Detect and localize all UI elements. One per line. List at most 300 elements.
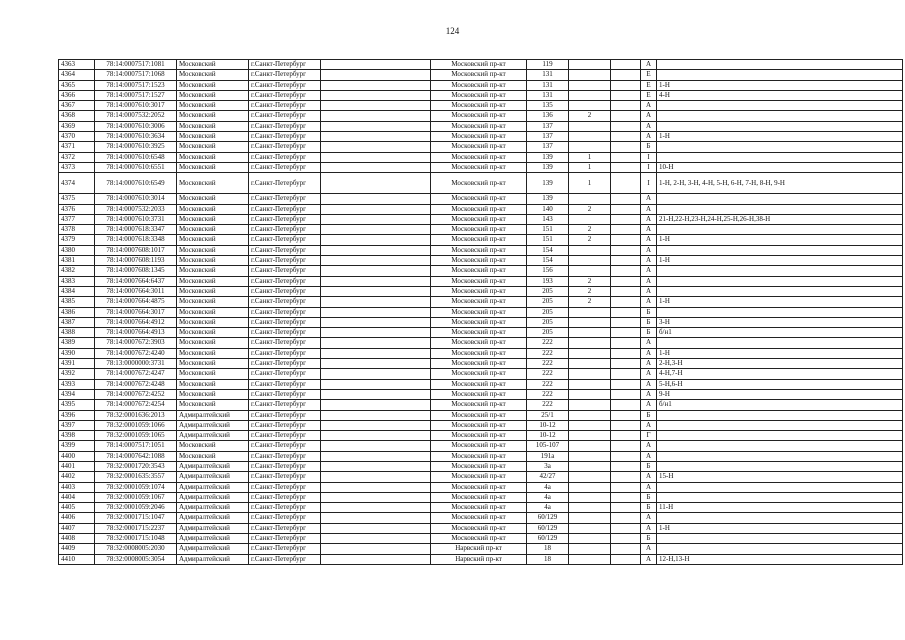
letter-cell: А	[641, 441, 657, 451]
row-number-cell: 4400	[59, 451, 95, 461]
empty-cell	[321, 338, 431, 348]
city-cell: г.Санкт-Петербург	[249, 80, 321, 90]
row-number-cell: 4368	[59, 111, 95, 121]
corpus-cell	[569, 80, 611, 90]
premises-cell	[657, 544, 903, 554]
empty-cell	[321, 111, 431, 121]
premises-cell	[657, 225, 903, 235]
row-number-cell: 4364	[59, 70, 95, 80]
premises-cell: б/н1	[657, 400, 903, 410]
table-row	[59, 307, 903, 317]
house-cell: 143	[527, 214, 569, 224]
street-cell: Московский пр-кт	[431, 204, 527, 214]
empty-cell	[321, 482, 431, 492]
corpus-cell	[569, 451, 611, 461]
corpus-cell: 1	[569, 162, 611, 172]
premises-cell: 11-Н	[657, 503, 903, 513]
building-cell	[611, 152, 641, 162]
district-cell: Московский	[177, 111, 249, 121]
cadastral-number-cell: 78:14:0007664:3011	[95, 286, 177, 296]
empty-cell	[321, 503, 431, 513]
street-cell: Московский пр-кт	[431, 431, 527, 441]
letter-cell: А	[641, 194, 657, 204]
premises-cell	[657, 276, 903, 286]
house-cell: 222	[527, 379, 569, 389]
table-row	[59, 410, 903, 420]
row-number-cell: 4376	[59, 204, 95, 214]
building-cell	[611, 90, 641, 100]
letter-cell: А	[641, 225, 657, 235]
building-cell	[611, 431, 641, 441]
district-cell: Адмиралтейский	[177, 461, 249, 471]
premises-cell	[657, 338, 903, 348]
corpus-cell	[569, 70, 611, 80]
cadastral-number-cell: 78:32:0001059:1066	[95, 420, 177, 430]
street-cell: Московский пр-кт	[431, 194, 527, 204]
letter-cell: А	[641, 369, 657, 379]
row-number-cell: 4403	[59, 482, 95, 492]
building-cell	[611, 420, 641, 430]
table-row	[59, 80, 903, 90]
premises-cell: 10-Н	[657, 162, 903, 172]
building-cell	[611, 554, 641, 564]
building-cell	[611, 503, 641, 513]
letter-cell: А	[641, 235, 657, 245]
row-number-cell: 4382	[59, 266, 95, 276]
house-cell: 42/27	[527, 472, 569, 482]
row-number-cell: 4404	[59, 492, 95, 502]
cadastral-number-cell: 78:32:0001059:2046	[95, 503, 177, 513]
letter-cell: Б	[641, 461, 657, 471]
corpus-cell	[569, 400, 611, 410]
letter-cell: А	[641, 348, 657, 358]
cadastral-number-cell: 78:14:0007642:1088	[95, 451, 177, 461]
premises-cell: 3-Н	[657, 317, 903, 327]
district-cell: Московский	[177, 307, 249, 317]
house-cell: 140	[527, 204, 569, 214]
corpus-cell	[569, 389, 611, 399]
district-cell: Московский	[177, 286, 249, 296]
corpus-cell	[569, 379, 611, 389]
table-row	[59, 235, 903, 245]
city-cell: г.Санкт-Петербург	[249, 225, 321, 235]
district-cell: Московский	[177, 225, 249, 235]
city-cell: г.Санкт-Петербург	[249, 534, 321, 544]
building-cell	[611, 225, 641, 235]
corpus-cell: 1	[569, 152, 611, 162]
table-row	[59, 451, 903, 461]
premises-cell	[657, 513, 903, 523]
city-cell: г.Санкт-Петербург	[249, 379, 321, 389]
city-cell: г.Санкт-Петербург	[249, 70, 321, 80]
district-cell: Московский	[177, 297, 249, 307]
row-number-cell: 4408	[59, 534, 95, 544]
corpus-cell	[569, 441, 611, 451]
letter-cell: А	[641, 101, 657, 111]
district-cell: Московский	[177, 194, 249, 204]
empty-cell	[321, 369, 431, 379]
corpus-cell	[569, 461, 611, 471]
table-row	[59, 266, 903, 276]
premises-cell	[657, 142, 903, 152]
letter-cell: Е	[641, 70, 657, 80]
table-row	[59, 162, 903, 172]
cadastral-number-cell: 78:32:0008005:3054	[95, 554, 177, 564]
city-cell: г.Санкт-Петербург	[249, 307, 321, 317]
row-number-cell: 4410	[59, 554, 95, 564]
city-cell: г.Санкт-Петербург	[249, 523, 321, 533]
street-cell: Московский пр-кт	[431, 410, 527, 420]
letter-cell: І	[641, 173, 657, 194]
city-cell: г.Санкт-Петербург	[249, 420, 321, 430]
corpus-cell	[569, 410, 611, 420]
letter-cell: Б	[641, 328, 657, 338]
empty-cell	[321, 121, 431, 131]
city-cell: г.Санкт-Петербург	[249, 297, 321, 307]
row-number-cell: 4367	[59, 101, 95, 111]
empty-cell	[321, 214, 431, 224]
row-number-cell: 4394	[59, 389, 95, 399]
table-row	[59, 472, 903, 482]
row-number-cell: 4374	[59, 173, 95, 194]
premises-cell: 12-Н,13-Н	[657, 554, 903, 564]
building-cell	[611, 121, 641, 131]
house-cell: 119	[527, 60, 569, 70]
corpus-cell	[569, 492, 611, 502]
table-row	[59, 513, 903, 523]
district-cell: Московский	[177, 152, 249, 162]
premises-cell: 15-Н	[657, 472, 903, 482]
district-cell: Адмиралтейский	[177, 431, 249, 441]
premises-cell	[657, 286, 903, 296]
house-cell: 222	[527, 389, 569, 399]
letter-cell: Б	[641, 410, 657, 420]
empty-cell	[321, 90, 431, 100]
premises-cell	[657, 492, 903, 502]
house-cell: 137	[527, 142, 569, 152]
cadastral-number-cell: 78:14:0007618:3347	[95, 225, 177, 235]
street-cell: Московский пр-кт	[431, 348, 527, 358]
table-row	[59, 173, 903, 194]
row-number-cell: 4372	[59, 152, 95, 162]
row-number-cell: 4399	[59, 441, 95, 451]
corpus-cell	[569, 513, 611, 523]
row-number-cell: 4395	[59, 400, 95, 410]
district-cell: Адмиралтейский	[177, 523, 249, 533]
city-cell: г.Санкт-Петербург	[249, 256, 321, 266]
empty-cell	[321, 420, 431, 430]
building-cell	[611, 204, 641, 214]
house-cell: 10-12	[527, 420, 569, 430]
house-cell: 136	[527, 111, 569, 121]
district-cell: Московский	[177, 359, 249, 369]
house-cell: 222	[527, 400, 569, 410]
premises-cell: 5-Н,6-Н	[657, 379, 903, 389]
district-cell: Адмиралтейский	[177, 534, 249, 544]
district-cell: Адмиралтейский	[177, 482, 249, 492]
building-cell	[611, 235, 641, 245]
street-cell: Московский пр-кт	[431, 451, 527, 461]
house-cell: 139	[527, 194, 569, 204]
street-cell: Московский пр-кт	[431, 256, 527, 266]
row-number-cell: 4371	[59, 142, 95, 152]
street-cell: Московский пр-кт	[431, 173, 527, 194]
street-cell: Московский пр-кт	[431, 132, 527, 142]
street-cell: Московский пр-кт	[431, 503, 527, 513]
street-cell: Московский пр-кт	[431, 162, 527, 172]
building-cell	[611, 297, 641, 307]
letter-cell: А	[641, 297, 657, 307]
table-row	[59, 214, 903, 224]
cadastral-number-cell: 78:13:0000000:3731	[95, 359, 177, 369]
row-number-cell: 4409	[59, 544, 95, 554]
building-cell	[611, 379, 641, 389]
cadastral-number-cell: 78:14:0007610:6548	[95, 152, 177, 162]
city-cell: г.Санкт-Петербург	[249, 101, 321, 111]
district-cell: Московский	[177, 245, 249, 255]
row-number-cell: 4377	[59, 214, 95, 224]
street-cell: Московский пр-кт	[431, 420, 527, 430]
city-cell: г.Санкт-Петербург	[249, 90, 321, 100]
premises-cell: 1-Н	[657, 523, 903, 533]
premises-cell: 4-Н	[657, 90, 903, 100]
empty-cell	[321, 132, 431, 142]
cadastral-number-cell: 78:14:0007608:1017	[95, 245, 177, 255]
building-cell	[611, 70, 641, 80]
corpus-cell	[569, 214, 611, 224]
corpus-cell: 2	[569, 286, 611, 296]
letter-cell: А	[641, 60, 657, 70]
table-row	[59, 544, 903, 554]
empty-cell	[321, 225, 431, 235]
street-cell: Московский пр-кт	[431, 152, 527, 162]
district-cell: Московский	[177, 379, 249, 389]
empty-cell	[321, 173, 431, 194]
street-cell: Московский пр-кт	[431, 286, 527, 296]
city-cell: г.Санкт-Петербург	[249, 410, 321, 420]
table-row	[59, 328, 903, 338]
house-cell: 60/129	[527, 513, 569, 523]
building-cell	[611, 276, 641, 286]
street-cell: Московский пр-кт	[431, 60, 527, 70]
row-number-cell: 4365	[59, 80, 95, 90]
letter-cell: Г	[641, 431, 657, 441]
building-cell	[611, 441, 641, 451]
building-cell	[611, 328, 641, 338]
district-cell: Московский	[177, 266, 249, 276]
corpus-cell	[569, 328, 611, 338]
house-cell: 222	[527, 359, 569, 369]
house-cell: 191а	[527, 451, 569, 461]
letter-cell: А	[641, 359, 657, 369]
empty-cell	[321, 162, 431, 172]
cadastral-number-cell: 78:32:0001720:3543	[95, 461, 177, 471]
table-row	[59, 554, 903, 564]
house-cell: 222	[527, 348, 569, 358]
table-row	[59, 70, 903, 80]
premises-cell: 21-Н,22-Н,23-Н,24-Н,25-Н,26-Н,38-Н	[657, 214, 903, 224]
street-cell: Московский пр-кт	[431, 235, 527, 245]
house-cell: 139	[527, 162, 569, 172]
building-cell	[611, 451, 641, 461]
letter-cell: А	[641, 111, 657, 121]
row-number-cell: 4387	[59, 317, 95, 327]
table-row	[59, 348, 903, 358]
district-cell: Московский	[177, 451, 249, 461]
table-row	[59, 482, 903, 492]
street-cell: Московский пр-кт	[431, 379, 527, 389]
premises-cell	[657, 204, 903, 214]
empty-cell	[321, 359, 431, 369]
city-cell: г.Санкт-Петербург	[249, 513, 321, 523]
corpus-cell	[569, 359, 611, 369]
house-cell: 137	[527, 132, 569, 142]
city-cell: г.Санкт-Петербург	[249, 359, 321, 369]
empty-cell	[321, 235, 431, 245]
house-cell: 25/1	[527, 410, 569, 420]
premises-cell	[657, 152, 903, 162]
empty-cell	[321, 256, 431, 266]
city-cell: г.Санкт-Петербург	[249, 142, 321, 152]
house-cell: 10-12	[527, 431, 569, 441]
street-cell: Московский пр-кт	[431, 297, 527, 307]
empty-cell	[321, 544, 431, 554]
premises-cell	[657, 307, 903, 317]
cadastral-number-cell: 78:32:0001715:1048	[95, 534, 177, 544]
city-cell: г.Санкт-Петербург	[249, 245, 321, 255]
district-cell: Московский	[177, 70, 249, 80]
building-cell	[611, 389, 641, 399]
row-number-cell: 4370	[59, 132, 95, 142]
premises-cell: 1-Н	[657, 235, 903, 245]
city-cell: г.Санкт-Петербург	[249, 472, 321, 482]
letter-cell: Б	[641, 307, 657, 317]
cadastral-number-cell: 78:14:0007517:1068	[95, 70, 177, 80]
premises-cell	[657, 266, 903, 276]
empty-cell	[321, 80, 431, 90]
table-row	[59, 338, 903, 348]
building-cell	[611, 348, 641, 358]
table-row	[59, 152, 903, 162]
table-row	[59, 256, 903, 266]
table-row	[59, 60, 903, 70]
premises-cell	[657, 534, 903, 544]
district-cell: Московский	[177, 121, 249, 131]
district-cell: Московский	[177, 389, 249, 399]
letter-cell: А	[641, 214, 657, 224]
district-cell: Московский	[177, 338, 249, 348]
cadastral-number-cell: 78:14:0007610:3634	[95, 132, 177, 142]
city-cell: г.Санкт-Петербург	[249, 461, 321, 471]
corpus-cell	[569, 338, 611, 348]
street-cell: Нарвский пр-кт	[431, 544, 527, 554]
city-cell: г.Санкт-Петербург	[249, 60, 321, 70]
premises-cell	[657, 194, 903, 204]
house-cell: 156	[527, 266, 569, 276]
table-row	[59, 317, 903, 327]
district-cell: Адмиралтейский	[177, 513, 249, 523]
table-row	[59, 276, 903, 286]
street-cell: Московский пр-кт	[431, 338, 527, 348]
premises-cell	[657, 420, 903, 430]
district-cell: Московский	[177, 173, 249, 194]
street-cell: Московский пр-кт	[431, 482, 527, 492]
table-row	[59, 101, 903, 111]
cadastral-number-cell: 78:14:0007608:1193	[95, 256, 177, 266]
table-row	[59, 194, 903, 204]
empty-cell	[321, 472, 431, 482]
street-cell: Московский пр-кт	[431, 101, 527, 111]
building-cell	[611, 266, 641, 276]
city-cell: г.Санкт-Петербург	[249, 276, 321, 286]
cadastral-number-cell: 78:14:0007610:3014	[95, 194, 177, 204]
cadastral-number-cell: 78:14:0007608:1345	[95, 266, 177, 276]
building-cell	[611, 214, 641, 224]
city-cell: г.Санкт-Петербург	[249, 482, 321, 492]
premises-cell	[657, 451, 903, 461]
row-number-cell: 4401	[59, 461, 95, 471]
table-row	[59, 389, 903, 399]
empty-cell	[321, 276, 431, 286]
street-cell: Московский пр-кт	[431, 121, 527, 131]
row-number-cell: 4380	[59, 245, 95, 255]
city-cell: г.Санкт-Петербург	[249, 194, 321, 204]
corpus-cell	[569, 523, 611, 533]
letter-cell: А	[641, 513, 657, 523]
empty-cell	[321, 286, 431, 296]
corpus-cell: 2	[569, 276, 611, 286]
table-row	[59, 534, 903, 544]
cadastral-number-cell: 78:14:0007517:1051	[95, 441, 177, 451]
district-cell: Московский	[177, 90, 249, 100]
street-cell: Нарвский пр-кт	[431, 554, 527, 564]
building-cell	[611, 482, 641, 492]
empty-cell	[321, 492, 431, 502]
premises-cell: 1-Н	[657, 256, 903, 266]
row-number-cell: 4379	[59, 235, 95, 245]
house-cell: 205	[527, 328, 569, 338]
building-cell	[611, 359, 641, 369]
premises-cell	[657, 461, 903, 471]
letter-cell: Б	[641, 142, 657, 152]
letter-cell: А	[641, 400, 657, 410]
premises-cell: б/н1	[657, 328, 903, 338]
row-number-cell: 4386	[59, 307, 95, 317]
empty-cell	[321, 523, 431, 533]
district-cell: Адмиралтейский	[177, 410, 249, 420]
empty-cell	[321, 400, 431, 410]
table-row	[59, 503, 903, 513]
building-cell	[611, 286, 641, 296]
empty-cell	[321, 431, 431, 441]
letter-cell: А	[641, 482, 657, 492]
city-cell: г.Санкт-Петербург	[249, 544, 321, 554]
city-cell: г.Санкт-Петербург	[249, 235, 321, 245]
empty-cell	[321, 513, 431, 523]
street-cell: Московский пр-кт	[431, 328, 527, 338]
street-cell: Московский пр-кт	[431, 472, 527, 482]
street-cell: Московский пр-кт	[431, 307, 527, 317]
row-number-cell: 4385	[59, 297, 95, 307]
row-number-cell: 4375	[59, 194, 95, 204]
empty-cell	[321, 534, 431, 544]
empty-cell	[321, 379, 431, 389]
city-cell: г.Санкт-Петербург	[249, 111, 321, 121]
house-cell: 154	[527, 256, 569, 266]
corpus-cell	[569, 60, 611, 70]
cadastral-number-cell: 78:32:0001059:1067	[95, 492, 177, 502]
district-cell: Московский	[177, 276, 249, 286]
